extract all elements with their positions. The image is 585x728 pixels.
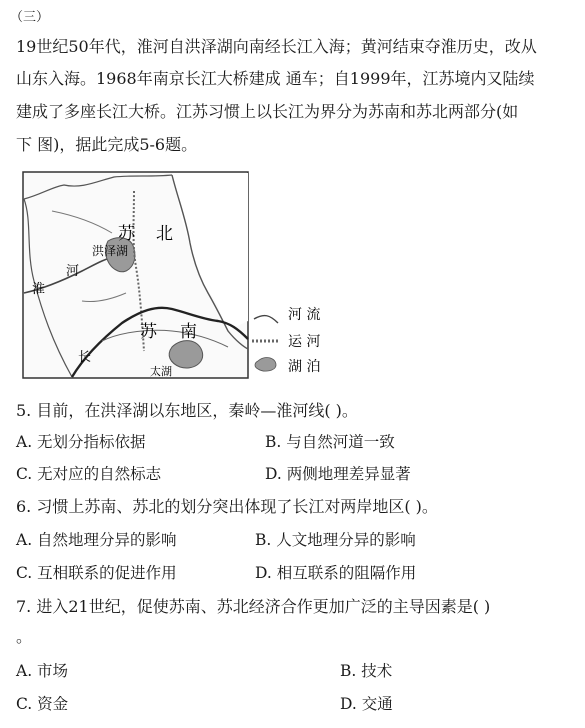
question-7-stem-cont: 。: [16, 627, 33, 646]
label-hongze: 洪泽湖: [92, 244, 129, 258]
label-sunan-su: 苏: [140, 322, 157, 342]
section-marker: （三）: [10, 10, 50, 25]
question-6-option-c[interactable]: C. 互相联系的促进作用: [16, 564, 177, 582]
question-7-option-b[interactable]: B. 技术: [340, 662, 393, 680]
passage-line-3: 建成了多座长江大桥。江苏习惯上以长江为界分为苏南和苏北两部分(如: [16, 102, 519, 121]
question-7-option-a[interactable]: A. 市场: [16, 662, 69, 680]
map-legend: [250, 297, 350, 377]
question-5-option-a[interactable]: A. 无划分指标依据: [16, 433, 146, 451]
question-5-stem: 5. 目前，在洪泽湖以东地区，秦岭—淮河线( )。: [16, 401, 358, 420]
label-huai-he: 河: [66, 264, 80, 279]
question-6-option-a[interactable]: A. 自然地理分异的影响: [16, 531, 177, 549]
question-6-stem: 6. 习惯上苏南、苏北的划分突出体现了长江对两岸地区( )。: [16, 497, 438, 516]
label-chang: 长: [78, 350, 92, 365]
question-5-option-c[interactable]: C. 无对应的自然标志: [16, 465, 162, 483]
label-sunan-nan: 南: [180, 322, 197, 342]
question-7-stem: 7. 进入21世纪，促使苏南、苏北经济合作更加广泛的主导因素是( ): [16, 597, 491, 616]
label-subei-bei: 北: [156, 224, 173, 244]
question-6-option-d[interactable]: D. 相互联系的阻隔作用: [255, 564, 417, 582]
passage-line-4: 下 图)，据此完成5-6题。: [16, 135, 198, 154]
question-5-option-d[interactable]: D. 两侧地理差异显著: [265, 465, 411, 483]
label-taihu: 太湖: [150, 365, 172, 378]
passage-line-1: 19世纪50年代，淮河自洪泽湖向南经长江入海；黄河结束夺淮历史，改从: [16, 37, 537, 56]
label-subei-su: 苏: [118, 224, 135, 244]
question-7-option-c[interactable]: C. 资金: [16, 695, 69, 713]
question-7-option-d[interactable]: D. 交通: [340, 695, 393, 713]
jiangsu-map: [22, 171, 250, 381]
label-huai: 淮: [32, 282, 46, 297]
legend-lake-symbol: [255, 358, 276, 372]
legend-lake-label: 湖 泊: [288, 359, 321, 375]
taihu-lake: [169, 341, 203, 368]
legend-river-symbol: [254, 316, 278, 323]
question-5-option-b[interactable]: B. 与自然河道一致: [265, 433, 395, 451]
question-6-option-b[interactable]: B. 人文地理分异的影响: [255, 531, 416, 549]
passage-line-2: 山东入海。1968年南京长江大桥建成 通车；自1999年，江苏境内又陆续: [16, 69, 535, 88]
legend-river-label: 河 流: [288, 307, 321, 323]
legend-canal-label: 运 河: [288, 334, 321, 350]
